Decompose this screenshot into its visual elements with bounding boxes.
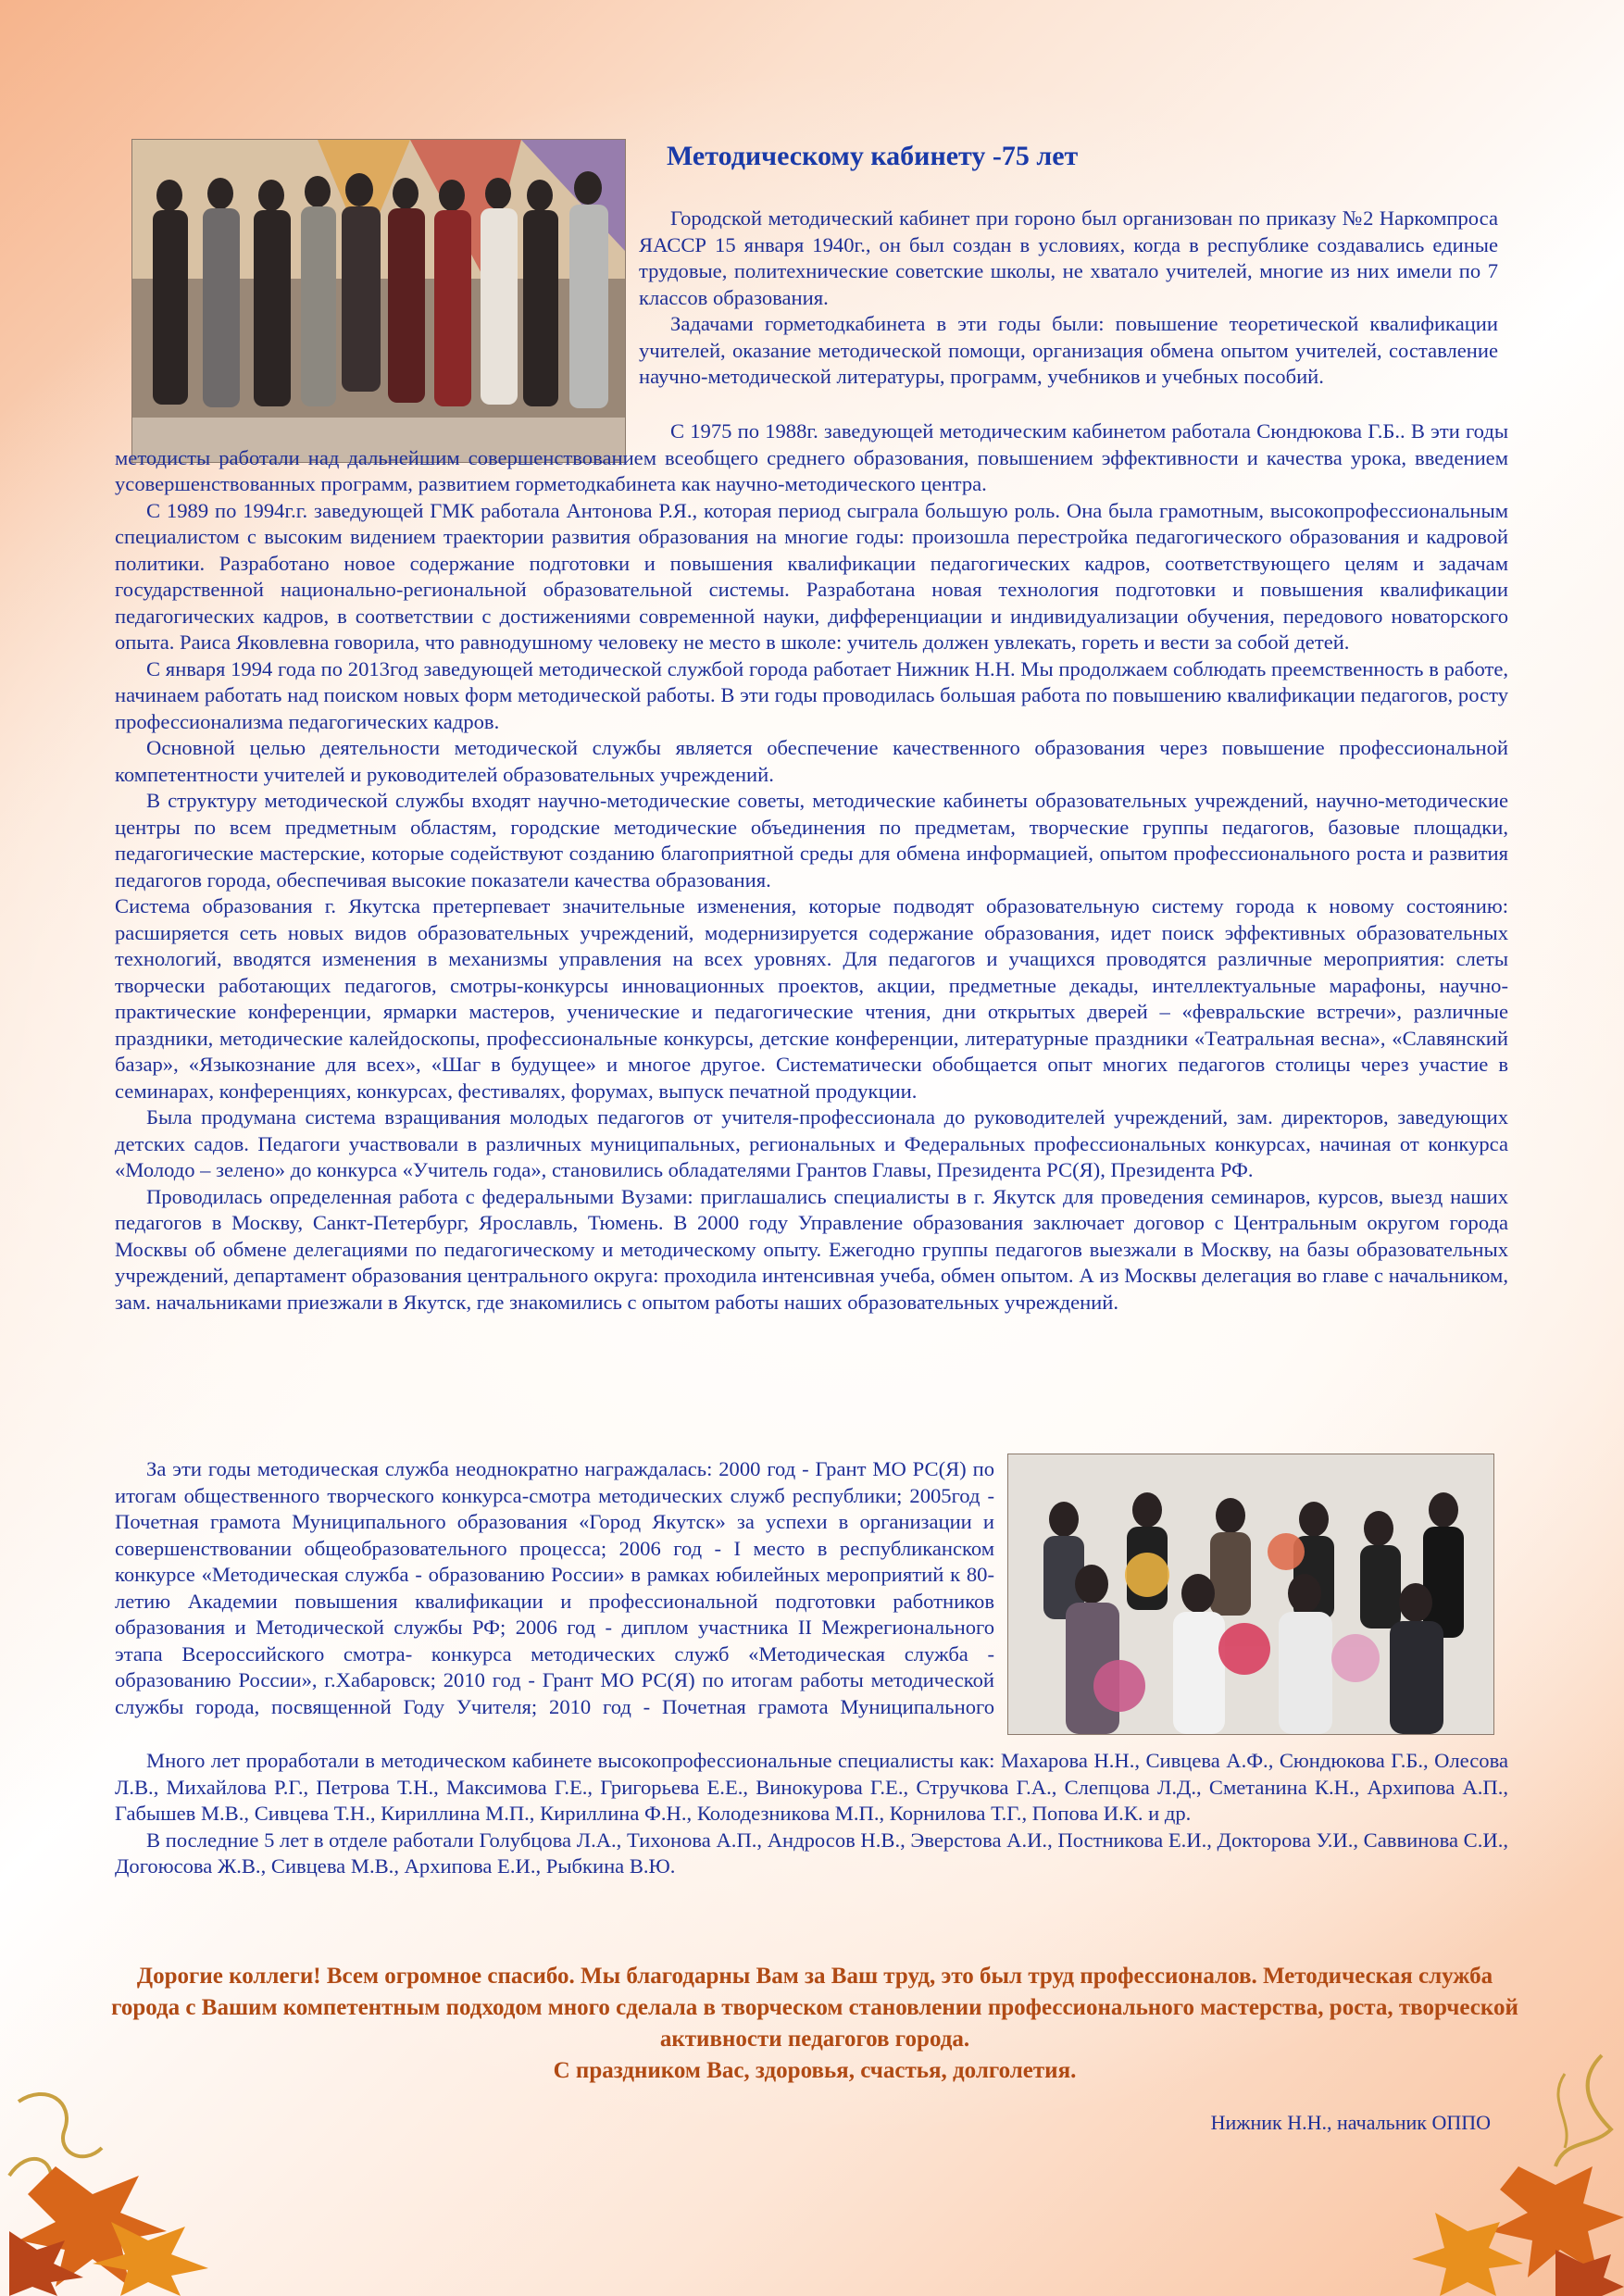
paragraph: Проводилась определенная работа с федеральными Вузами: приглашались специалисты в г. Якутск для проведения семинаров, курсов, выезд наших педагогов в Москву, Санкт-Петербург, Ярославль, Тюмень. В 2000 году Управление образования заключает договор с Центральным округом города Москвы об обмене делегациями по педагогическому и методическому опыту. Ежегодно группы педагогов выезжали в Москву, на базы образовательных учреждений, департамент образования центрального округа: проходила интенсивная учеба, обмен опытом. А из Москвы делегация во главе с начальником, зам. начальниками приезжали в Якутск, где знакомились с опытом работы наших образовательных учреждений. [115,1184,1508,1314]
closing-message [111,1961,1518,2087]
text-block-awards [115,1456,994,1720]
closing-greeting: С праздником Вас, здоровья, счастья, долголетия. [553,2058,1077,2083]
autumn-leaves-icon [0,2065,250,2296]
group-photo-icon [132,140,625,462]
group-photo-icon [1008,1454,1493,1734]
group-photo-bottom [1007,1454,1494,1735]
group-photo-top [131,139,626,463]
page-title: Методическому кабинету -75 лет [667,141,1079,171]
paragraph: С января 1994 года по 2013год заведующей методической службой города работает Нижник Н.Н. Мы продолжаем соблюдать преемственность в работе, начинаем работать над поиском новых форм методической работы. В эти годы проводилась большая работа по повышению квалификации педагогов, росту профессионализма педагогических кадров. [115,656,1508,733]
paragraph: Городской методический кабинет при гороно был организован по приказу №2 Наркомпроса ЯАССР 15 января 1940г., он был создан в условиях, когда в республике создавались единые трудовые, политехнические советские школы, не хватало учителей, многие из них имели по 7 классов образования. [639,206,1498,309]
paragraph: В структуру методической службы входят научно-методические советы, методические кабинеты образовательных учреждений, научно-методические центры по всем предметным областям, городские методические объединения по предметам, творческие группы педагогов, базовые площадки, педагогические мастерские, которые содействуют созданию благоприятной среды для обмена информацией, опытом профессионального роста и развития педагогов города, обеспечивая высокие показатели качества образования. [115,789,1508,892]
text-block-main [115,418,1508,1316]
closing-text: Дорогие коллеги! Всем огромное спасибо. Мы благодарны Вам за Ваш труд, это был труд профессионалов. Методическая служба города с Вашим компетентным подходом много сделала в творческом становлении профессионального мастерства, роста, творческой активности педагогов города. [111,1964,1518,2052]
paragraph: За эти годы методическая служба неоднократно награждалась: 2000 год - Грант МО РС(Я) по итогам общественного творческого конкурса-смотра методических служб республики; 2005год - Почетная грамота Муниципального образования «Город Якутск» за успехи в организации и совершенствовании общеобразовательного процесса; 2006 год - I место в республиканском конкурсе «Методическая служба - образованию России» в рамках юбилейных мероприятий к 80-летию Академии повышения квалификации и профессиональной подготовки работников образования и Методической службы РФ; 2006 год - диплом участника II Межрегионального этапа Всероссийского смотра- конкурса методических служб «Методическая служба - образованию России», г.Хабаровск; 2010 год - Грант МО РС(Я) по итогам работы методической службы города, посвященной Году Учителя; 2010 год - Почетная грамота Муниципального [115,1457,994,1718]
text-block-staff [115,1748,1508,1880]
paragraph: Много лет проработали в методическом кабинете высокопрофессиональные специалисты как: Махарова Н.Н., Сивцева А.Ф., Сюндюкова Г.Б., Олесова Л.В., Михайлова Р.Г., Петрова Т.Н., Максимова Г.Е., Григорьева Е.Е., Винокурова Г.Е., Стручкова Г.А., Слепцова Л.Д., Сметанина К.Н., Архипова А.П., Габышев М.В., Сивцева Т.Н., Кириллина М.П., Кириллина Ф.Н., Колодезникова М.П., Корнилова Т.Г., Попова И.К. и др. [115,1749,1508,1825]
signature: Нижник Н.Н., начальник ОППО [1210,2111,1491,2134]
paragraph: Была продумана система взращивания молодых педагогов от учителя-профессионала до руководителей учреждений, зам. директоров, заведующих детских садов. Педагоги участвовали в различных муниципальных, региональных и Федеральных профессиональных конкурсах, начиная от конкурса «Молодо – зелено» до конкурса «Учитель года», становились обладателями Грантов Главы, Президента РС(Я), Президента РФ. [115,1105,1508,1181]
paragraph: Задачами горметодкабинета в эти годы были: повышение теоретической квалификации учителей, оказание методической помощи, организация обмена опытом учителей, составление научно-методической литературы, программ, учебников и учебных пособий. [639,312,1498,388]
autumn-leaves-icon [1380,2037,1624,2296]
paragraph: Основной целью деятельности методической службы является обеспечение качественного образования через повышение профессиональной компетентности учителей и руководителей образовательных учреждений. [115,736,1508,786]
paragraph: В последние 5 лет в отделе работали Голубцова Л.А., Тихонова А.П., Андросов Н.В., Эверстова А.И., Постникова Е.И., Докторова У.И., Саввинова С.И., Догоюсова Ж.В., Сивцева М.В., Архипова Е.И., Рыбкина В.Ю. [115,1828,1508,1878]
paragraph: С 1975 по 1988г. заведующей методическим кабинетом работала Сюндюкова Г.Б.. В эти годы методисты работали над дальнейшим совершенствованием всеобщего среднего образования, повышением эффективности и качества урока, введением усовершенствованных программ, развитием горметодкабинета как научно-методического центра. [115,419,1508,495]
paragraph: Система образования г. Якутска претерпевает значительные изменения, которые подводят образовательную систему города к новому состоянию: расширяется сеть новых видов образовательных учреждений, модернизируется содержание образования, идет поиск эффективных образовательных технологий, вводятся изменения в механизмы управления на всех уровнях. Для педагогов и учащихся проводятся различные мероприятия: слеты творчески работающих педагогов, смотры-конкурсы инновационных проектов, акции, предметные декады, интеллектуальные марафоны, научно-практические конференции, ярмарки мастеров, ученические и педагогические чтения, дни открытых дверей – «февральские встречи», различные праздники, методические калейдоскопы, профессиональные конкурсы, детские конференции, литературные праздники «Театральная весна», «Славянский базар», «Языкознание для всех», «Шаг в будущее» и многое другое. Систематически обобщается опыт многих педагогов столицы через участие в семинарах, конференциях, конкурсах, фестивалях, форумах, выпуск печатной продукции. [115,894,1508,1103]
text-block-intro [639,206,1498,391]
paragraph: С 1989 по 1994г.г. заведующей ГМК работала Антонова Р.Я., которая период сыграла большую роль. Она была грамотным, высокопрофессиональным специалистом с высоким видением траектории развития образования на многие годы: произошла перестройка педагогического образования и кадровой политики. Разработано новое содержание подготовки и повышения квалификации педагогических кадров, соответствующего целям и задачам государственной национально-региональной образовательной системы. Разработана новая технология подготовки и повышения квалификации педагогических кадров, в соответствии с достижениями современной науки, дифференциации и индивидуализации обучения, передового новаторского опыта. Раиса Яковлевна говорила, что равнодушному человеку не место в школе: учитель должен увлекать, гореть и вести за собой детей. [115,498,1508,654]
